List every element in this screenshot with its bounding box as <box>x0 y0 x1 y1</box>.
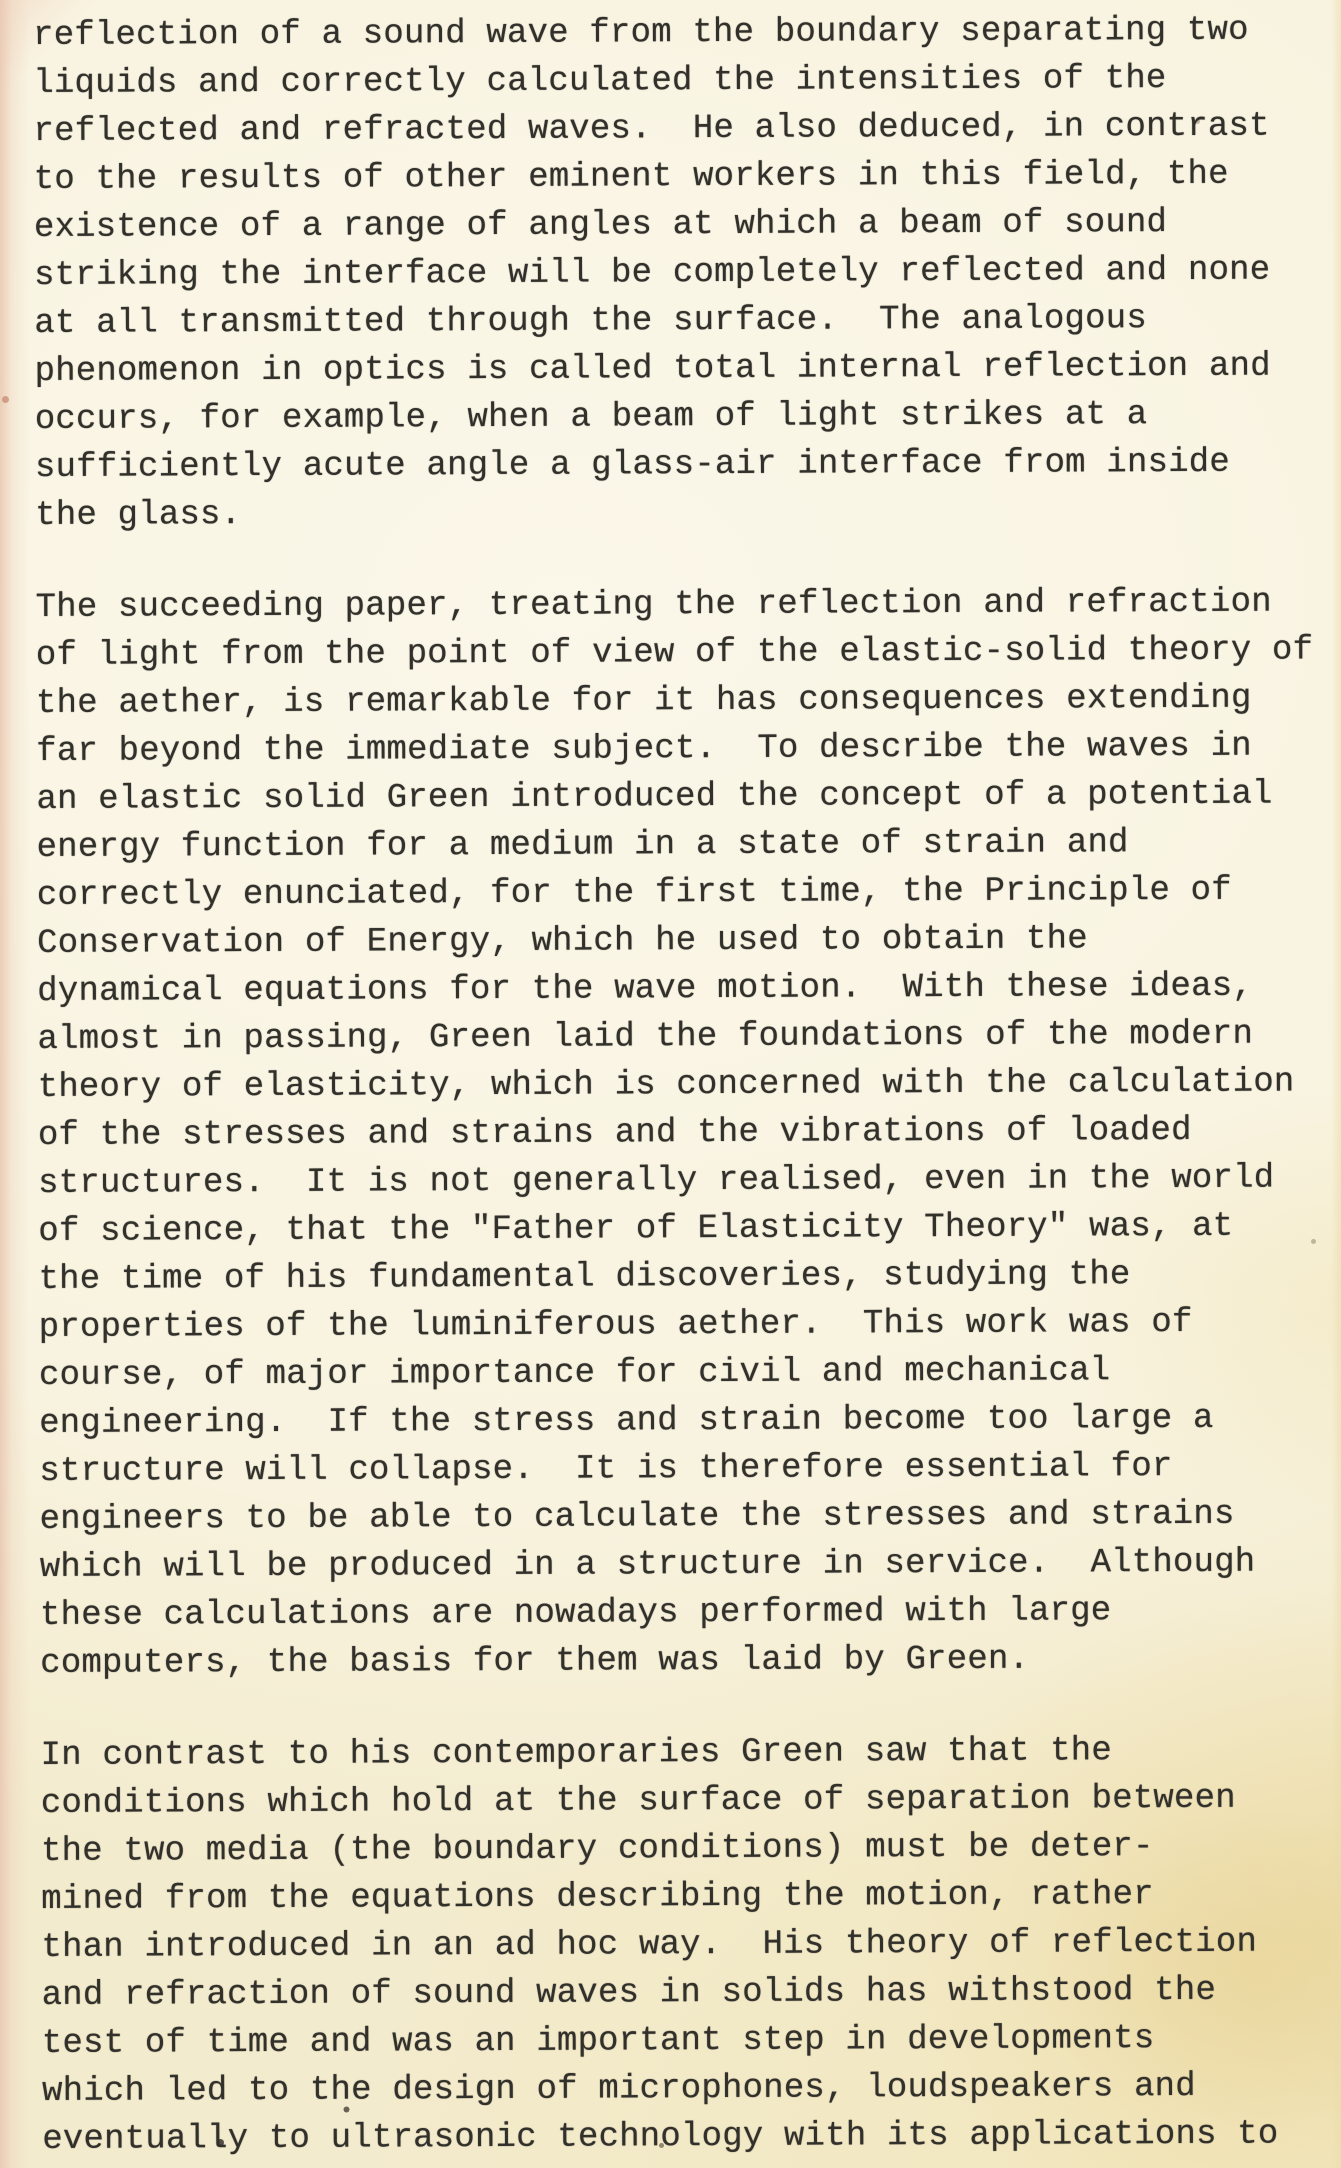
paragraph-reflection-sound-wave: reflection of a sound wave from the boundary separating two liquids and correctly calculated the intensities of the reflected and refracted waves. He also deduced, in contrast to the results of other eminent workers in this field, the existence of a range of angles at which a beam of sound striking the interface will be completely reflected and none at all transmitted through the surface. The analogous phenomenon in optics is called total internal reflection and occurs, for example, when a beam of light strikes at a sufficiently acute angle a glass-air interface from inside the glass. <box>33 11 1271 535</box>
paragraph-succeeding-paper: The succeeding paper, treating the reflection and refraction of light from the point of view of the elastic-solid theory of the aether, is remarkable for it has consequences extending far beyond the immediate subject. To describe the waves in an elastic solid Green introduced the concept of a potential energy function for a medium in a state of strain and correctly enunciated, for the first time, the Principle of Conservation of Energy, which he used to obtain the dynamical equations for the wave motion. With these ideas, almost in passing, Green laid the foundations of the modern theory of elasticity, which is concerned with the calculation of the stresses and strains and the vibrations of loaded structures. It is not generally realised, even in the world of science, that the "Father of Elasticity Theory" was, at the time of his fundamental discoveries, studying the properties of the luminiferous aether. This work was of course, of major importance for civil and mechanical engineering. If the stress and strain become too large a structure will collapse. It is therefore essential for engineers to be able to calculate the stresses and strains which will be produced in a structure in service. Although these calculations are nowadays performed with large computers, the basis for them was laid by Green. <box>35 583 1314 1683</box>
page-text-block <box>33 6 1338 2168</box>
scan-speck-marks <box>0 0 3 3</box>
paragraph-in-contrast: In contrast to his contemporaries Green saw that the conditions which hold at the surface of separation between the two media (the boundary conditions) must be deter- mined from the equations describing the motion, rather than introduced in an ad hoc way. His theory of reflection and refraction of sound waves in solids has withstood the test of time and was an important step in developments which led to the design of microphones, loudspeakers and eventually to ultrasonic technology with its applications to <box>40 1732 1279 2159</box>
